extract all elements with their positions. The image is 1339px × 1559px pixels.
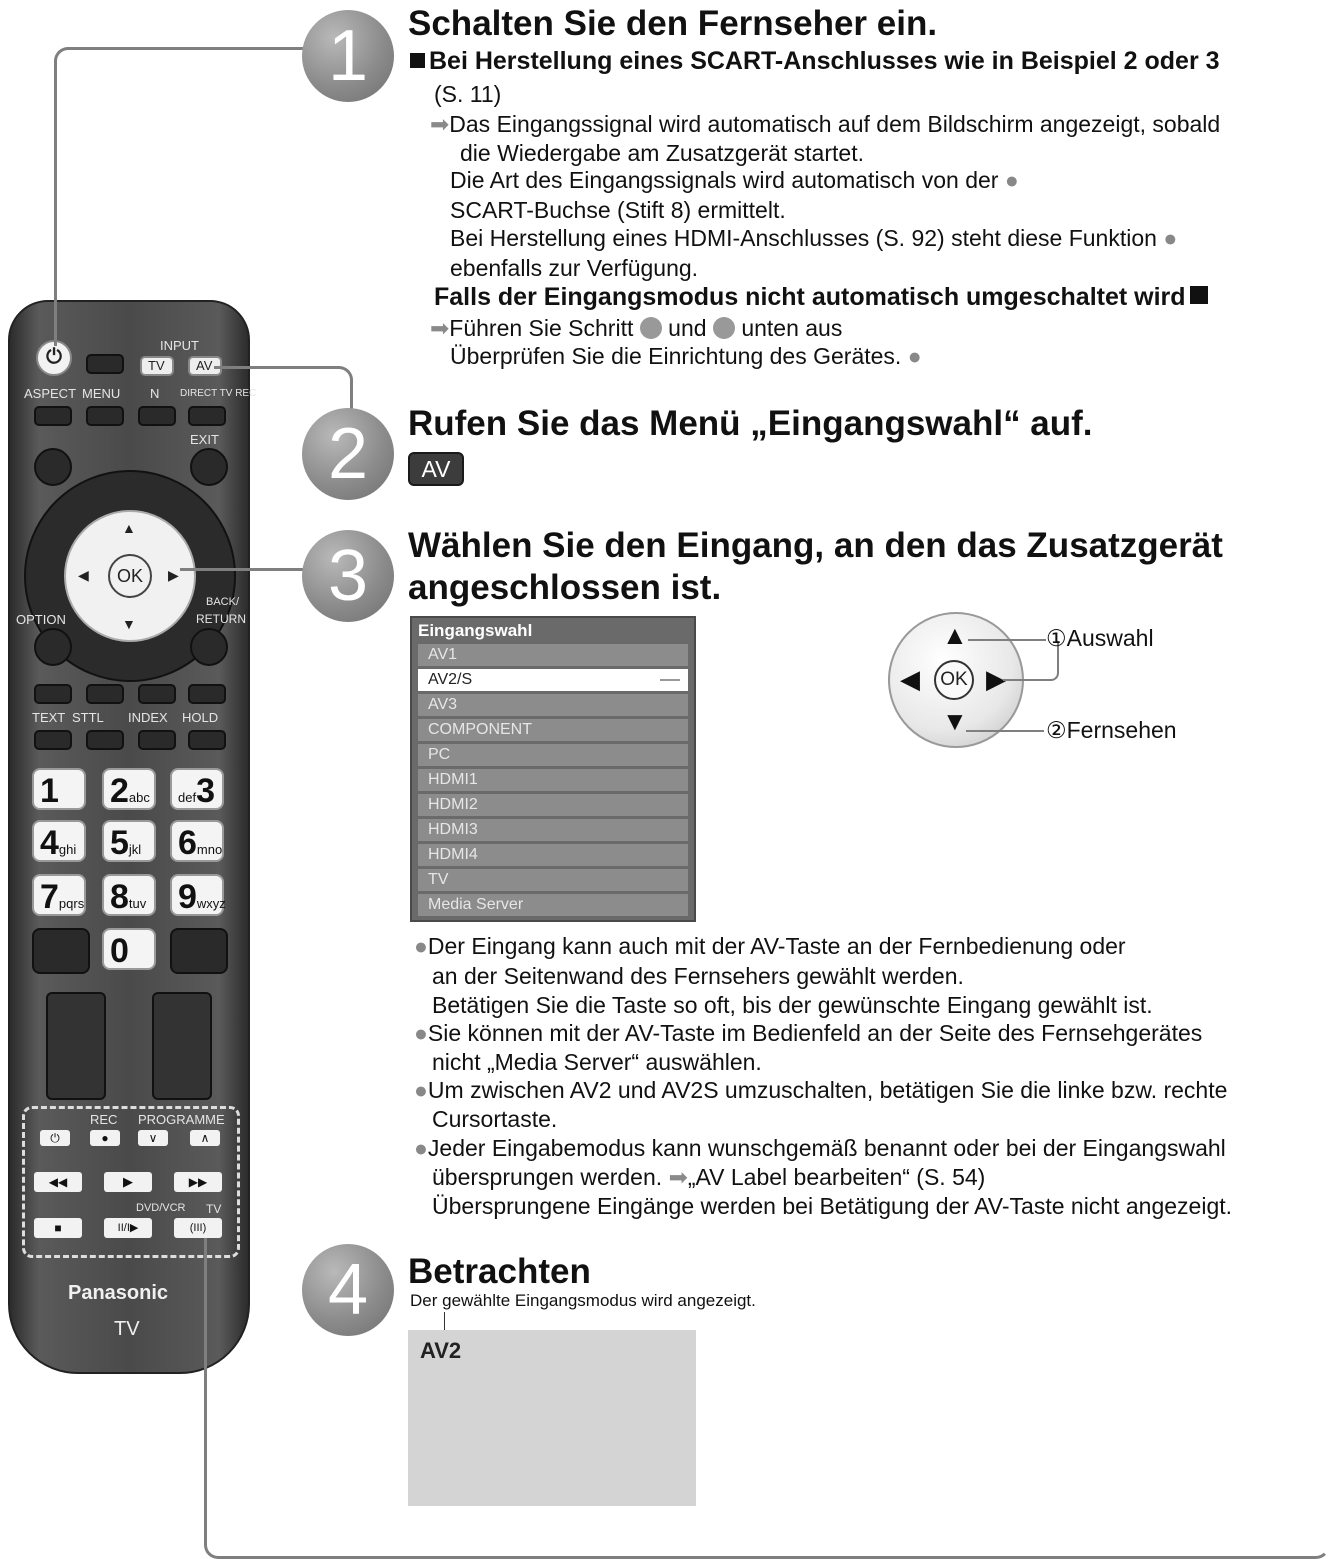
power-icon: ⏻ <box>46 346 62 368</box>
note1-line3: Betätigen Sie die Taste so oft, bis der gewünschte Eingang gewählt ist. <box>432 992 1153 1018</box>
yellow-button[interactable] <box>138 684 176 704</box>
left-arrow-icon[interactable]: ◀ <box>78 567 89 583</box>
note1-line2: an der Seitenwand des Fernsehers gewählt werden. <box>432 963 964 989</box>
rec-button[interactable]: ● <box>90 1130 120 1146</box>
aspect-label: ASPECT <box>24 386 77 401</box>
blank-left-key[interactable] <box>32 928 90 974</box>
hold-button[interactable] <box>188 730 226 750</box>
type-line1: Die Art des Eingangssignals wird automatisch von der ● <box>450 167 1019 193</box>
direct-tv-rec-label: DIRECT TV REC <box>180 388 257 399</box>
rec-label: REC <box>90 1112 118 1127</box>
exit-button[interactable] <box>190 448 228 486</box>
blue-button[interactable] <box>188 684 226 704</box>
arrow-icon: ➡ <box>668 1164 688 1190</box>
key-3[interactable]: def3 <box>170 768 224 810</box>
step-ref-3-icon <box>713 317 735 339</box>
rec-power-button[interactable]: ⏻ <box>40 1130 70 1146</box>
step-number-4: 4 <box>302 1244 394 1336</box>
aspect-button[interactable] <box>34 406 72 426</box>
exit-label: EXIT <box>190 432 219 447</box>
menu-item-pc[interactable]: PC <box>418 744 688 766</box>
left-arrow-icon[interactable]: ◀ <box>900 664 920 694</box>
arrow-icon: ➡ <box>430 315 450 341</box>
fallback-line1: ➡Führen Sie Schritt und unten aus <box>430 315 843 341</box>
screen-input-label: AV2 <box>420 1338 462 1363</box>
menu-item-hdmi3[interactable]: HDMI3 <box>418 819 688 841</box>
left-round-button[interactable] <box>34 448 72 486</box>
note3-line2: Cursortaste. <box>432 1106 558 1132</box>
key-0[interactable]: 0 <box>102 928 156 970</box>
key-4[interactable]: 4ghi <box>32 820 86 862</box>
tv-input-button[interactable]: TV <box>140 356 174 376</box>
note4-line1: ●Jeder Eingabemodus kann wunschgemäß benannt oder bei der Eingangswahl <box>414 1135 1226 1161</box>
down-arrow-icon[interactable]: ▼ <box>122 616 136 632</box>
note4-line2: übersprungen werden. ➡„AV Label bearbeiten“ (S. 54) <box>432 1164 986 1190</box>
down-arrow-icon[interactable]: ▼ <box>942 706 968 736</box>
menu-item-hdmi4[interactable]: HDMI4 <box>418 844 688 866</box>
brand-logo: Panasonic <box>68 1282 169 1304</box>
nav-label-watch: ②Fernsehen <box>1046 717 1177 743</box>
menu-item-hdmi2[interactable]: HDMI2 <box>418 794 688 816</box>
pause-button[interactable]: II/I▶ <box>104 1218 152 1238</box>
auto-line1: ➡Das Eingangssignal wird automatisch auf dem Bildschirm angezeigt, sobald <box>430 111 1221 137</box>
menu-item-hdmi1[interactable]: HDMI1 <box>418 769 688 791</box>
key-2[interactable]: 2abc <box>102 768 156 810</box>
n-button[interactable] <box>138 406 176 426</box>
option-label: OPTION <box>16 612 66 627</box>
dvd-vcr-tv-button[interactable]: (III) <box>174 1218 222 1238</box>
menu-item-av1[interactable]: AV1 <box>418 644 688 666</box>
key-9[interactable]: 9wxyz <box>170 874 224 916</box>
note4-line3: Übersprungene Eingänge werden bei Betätigung der AV-Taste nicht angezeigt. <box>432 1193 1233 1219</box>
step4-subtitle: Der gewählte Eingangsmodus wird angezeigt. <box>410 1291 756 1310</box>
up-arrow-icon[interactable]: ▲ <box>942 620 968 650</box>
key-7[interactable]: 7pqrs <box>32 874 86 916</box>
key-5[interactable]: 5jkl <box>102 820 156 862</box>
bullet-icon: ● <box>414 1020 428 1046</box>
green-button[interactable] <box>86 684 124 704</box>
stop-button[interactable]: ■ <box>34 1218 82 1238</box>
key-8[interactable]: 8tuv <box>102 874 156 916</box>
step2-title: Rufen Sie das Menü „Eingangswahl“ auf. <box>408 404 1093 443</box>
back-label-2: RETURN <box>196 612 246 626</box>
programme-down-button[interactable]: ∨ <box>138 1130 168 1146</box>
bullet-icon: ● <box>1004 167 1019 193</box>
tv-screen-preview <box>408 1330 696 1506</box>
connector-step3 <box>180 568 306 571</box>
hdmi-line1: Bei Herstellung eines HDMI-Anschlusses (S. 92) steht diese Funktion ● <box>450 225 1178 251</box>
ok-button[interactable]: OK <box>934 660 974 700</box>
menu-label: MENU <box>82 386 121 401</box>
option-button[interactable] <box>34 628 72 666</box>
note3-line1: ●Um zwischen AV2 und AV2S umzuschalten, betätigen Sie die linke bzw. rechte <box>414 1077 1228 1103</box>
av-key[interactable]: AV <box>408 452 464 486</box>
menu-item-media-server[interactable]: Media Server <box>418 894 688 916</box>
dvd-vcr-label: DVD/VCR <box>136 1202 186 1214</box>
hold-label: HOLD <box>182 710 219 725</box>
back-return-button[interactable] <box>190 628 228 666</box>
index-label: INDEX <box>128 710 168 725</box>
programme-label: PROGRAMME <box>138 1112 225 1127</box>
note1-line1: ●Der Eingang kann auch mit der AV-Taste an der Fernbedienung oder <box>414 933 1126 959</box>
bullet-icon: ● <box>907 343 922 369</box>
key-1[interactable]: 1 <box>32 768 86 810</box>
menu-title: Eingangswahl <box>418 621 533 640</box>
blank-right-key[interactable] <box>170 928 228 974</box>
text-button[interactable] <box>34 730 72 750</box>
note2-line2: nicht „Media Server“ auswählen. <box>432 1049 762 1075</box>
menu-item-av3[interactable]: AV3 <box>418 694 688 716</box>
fallback-heading: Falls der Eingangsmodus nicht automatisch umgeschaltet wird <box>434 282 1212 312</box>
sttl-label: STTL <box>72 710 104 725</box>
ok-button[interactable]: OK <box>108 554 152 598</box>
red-button[interactable] <box>34 684 72 704</box>
bullet-icon: ● <box>414 933 428 959</box>
rewind-button[interactable]: ◀◀ <box>34 1172 82 1192</box>
step-number-1: 1 <box>302 10 394 102</box>
bullet-icon: ● <box>1163 225 1178 251</box>
play-button[interactable]: ▶ <box>104 1172 152 1192</box>
connector-step1 <box>54 47 309 346</box>
arrow-icon: ➡ <box>430 111 450 137</box>
up-arrow-icon[interactable]: ▲ <box>122 520 136 536</box>
note2-line1: ●Sie können mit der AV-Taste im Bedienfeld an der Seite des Fernsehgerätes <box>414 1020 1203 1046</box>
step3-title-line1: Wählen Sie den Eingang, an den das Zusatzgerät <box>408 526 1223 565</box>
key-6[interactable]: 6mno <box>170 820 224 862</box>
programme-up-button[interactable]: ∧ <box>190 1130 220 1146</box>
model-label: TV <box>114 1318 140 1340</box>
blank-top-button[interactable] <box>86 354 124 374</box>
tv-small-label: TV <box>206 1202 222 1216</box>
scart-heading: Bei Herstellung eines SCART-Anschlusses wie in Beispiel 2 oder 3 <box>410 46 1220 76</box>
remote-control <box>8 300 257 1374</box>
menu-item-component[interactable]: COMPONENT <box>418 719 688 741</box>
text-label: TEXT <box>32 710 66 725</box>
nav-label2-line <box>966 690 1044 732</box>
input-select-menu <box>410 616 696 922</box>
right-arrow-icon[interactable]: ▶ <box>168 567 179 583</box>
step-number-2: 2 <box>302 408 394 500</box>
sttl-button[interactable] <box>86 730 124 750</box>
n-label: N <box>150 386 160 401</box>
hdmi-line2: ebenfalls zur Verfügung. <box>450 255 699 281</box>
channel-rocker[interactable] <box>152 992 212 1100</box>
menu-button[interactable] <box>86 406 124 426</box>
volume-rocker[interactable] <box>46 992 106 1100</box>
type-line2: SCART-Buchse (Stift 8) ermittelt. <box>450 197 786 223</box>
bullet-icon: ● <box>414 1077 428 1103</box>
bullet-icon: ● <box>414 1135 428 1161</box>
dpad[interactable] <box>64 510 196 642</box>
step1-title: Schalten Sie den Fernseher ein. <box>408 4 938 43</box>
step3-title-line2: angeschlossen ist. <box>408 568 722 607</box>
right-arrow-icon[interactable]: ▶ <box>986 664 1006 694</box>
fallback-line2: Überprüfen Sie die Einrichtung des Gerätes. ● <box>450 343 922 369</box>
scart-ref: (S. 11) <box>434 81 502 107</box>
menu-item-av2s[interactable]: AV2/S <box>418 669 688 691</box>
nav-label-select: ①Auswahl <box>1046 625 1154 651</box>
step4-title: Betrachten <box>408 1252 591 1291</box>
fast-forward-button[interactable]: ▶▶ <box>174 1172 222 1192</box>
step-ref-2-icon <box>640 317 662 339</box>
input-label: INPUT <box>160 338 199 353</box>
av-input-button[interactable]: AV <box>188 356 222 376</box>
auto-line2: die Wiedergabe am Zusatzgerät startet. <box>460 140 864 166</box>
step-number-3: 3 <box>302 530 394 622</box>
index-button[interactable] <box>138 730 176 750</box>
menu-item-tv[interactable]: TV <box>418 869 688 891</box>
back-label-1: BACK/ <box>206 596 240 608</box>
